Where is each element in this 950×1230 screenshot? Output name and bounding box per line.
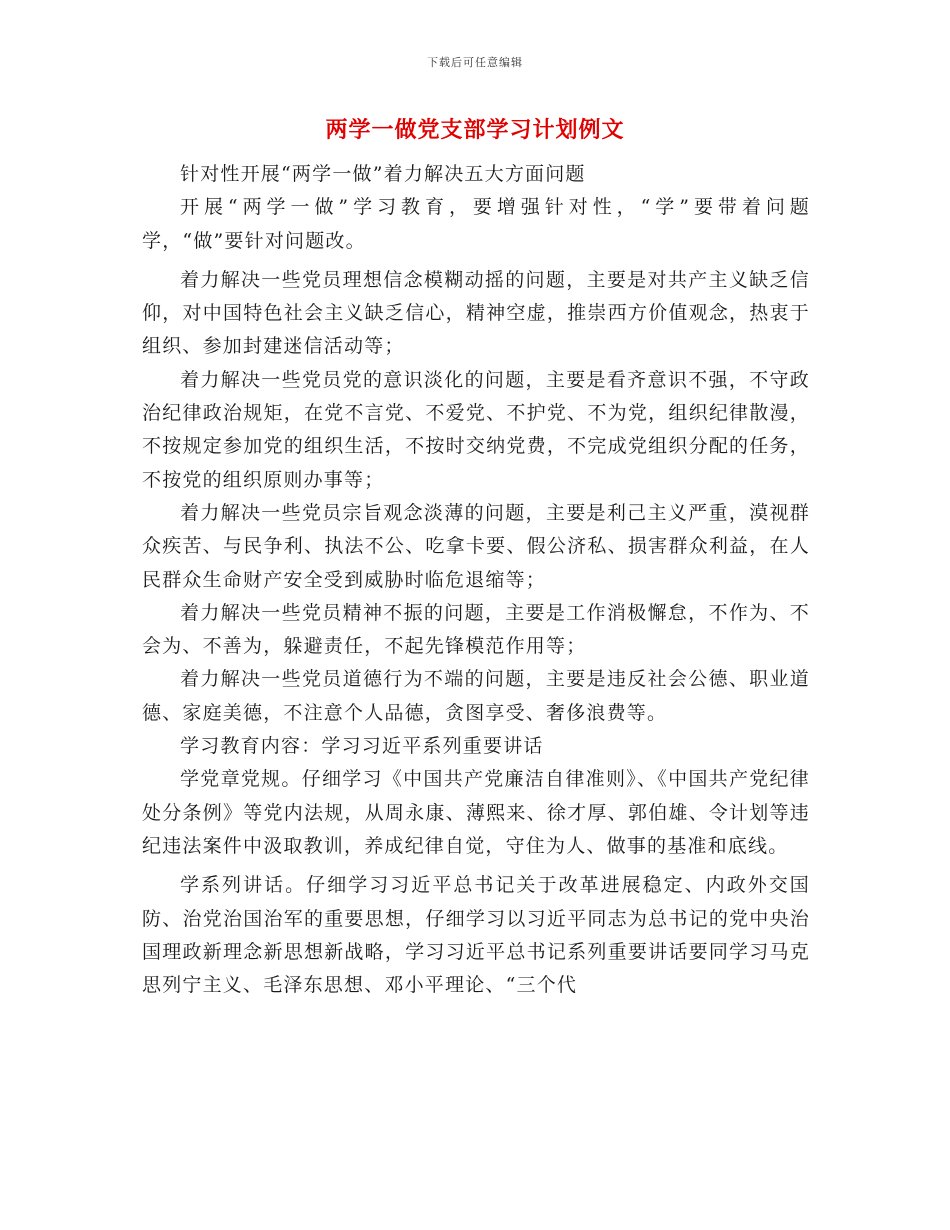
document-title: 两学一做党支部学习计划例文 — [325, 118, 625, 143]
header-note: 下载后可任意编辑 — [427, 56, 523, 69]
document-body — [142, 158, 810, 1002]
paragraph-4: 着力解决一些党员党的意识淡化的问题，主要是看齐意识不强，不守政治纪律政治规矩，在党不言党、不爱党、不护党、不为党，组织纪律散漫，不按规定参加党的组织生活，不按时交纳党费，不完成党组织分配的任务，不按党的组织原则办事等； — [142, 368, 810, 491]
paragraph-1: 针对性开展“两学一做”着力解决五大方面问题 — [180, 163, 586, 185]
paragraph-10: 学系列讲话。仔细学习习近平总书记关于改革进展稳定、内政外交国防、治党治国治军的重要思想，仔细学习以习近平同志为总书记的党中央治国理政新理念新思想新战略，学习习近平总书记系列重要讲话要同学习马克思列宁主义、毛泽东思想、邓小平理论、“三个代 — [142, 874, 810, 997]
paragraph-7: 着力解决一些党员道德行为不端的问题，主要是违反社会公德、职业道德、家庭美德，不注意个人品德，贪图享受、奢侈浪费等。 — [142, 668, 810, 724]
paragraph-2: 开展“两学一做”学习教育，要增强针对性，“学”要带着问题学，“做”要针对问题改。 — [142, 196, 810, 252]
paragraph-8: 学习教育内容：学习习近平系列重要讲话 — [180, 735, 544, 758]
paragraph-9: 学党章党规。仔细学习《中国共产党廉洁自律准则》、《中国共产党纪律处分条例》等党内法规，从周永康、薄熙来、徐才厚、郭伯雄、令计划等违纪违法案件中汲取教训，养成纪律自觉，守住为人、做事的基准和底线。 — [142, 768, 810, 857]
paragraph-5: 着力解决一些党员宗旨观念淡薄的问题，主要是利己主义严重，漠视群众疾苦、与民争利、执法不公、吃拿卡要、假公济私、损害群众利益，在人民群众生命财产安全受到威胁时临危退缩等； — [142, 501, 810, 591]
paragraph-3: 着力解决一些党员理想信念模糊动摇的问题，主要是对共产主义缺乏信仰，对中国特色社会主义缺乏信心，精神空虚，推崇西方价值观念，热衷于组织、参加封建迷信活动等； — [142, 268, 810, 358]
paragraph-6: 着力解决一些党员精神不振的问题，主要是工作消极懈怠，不作为、不会为、不善为，躲避责任，不起先锋模范作用等； — [142, 601, 810, 658]
